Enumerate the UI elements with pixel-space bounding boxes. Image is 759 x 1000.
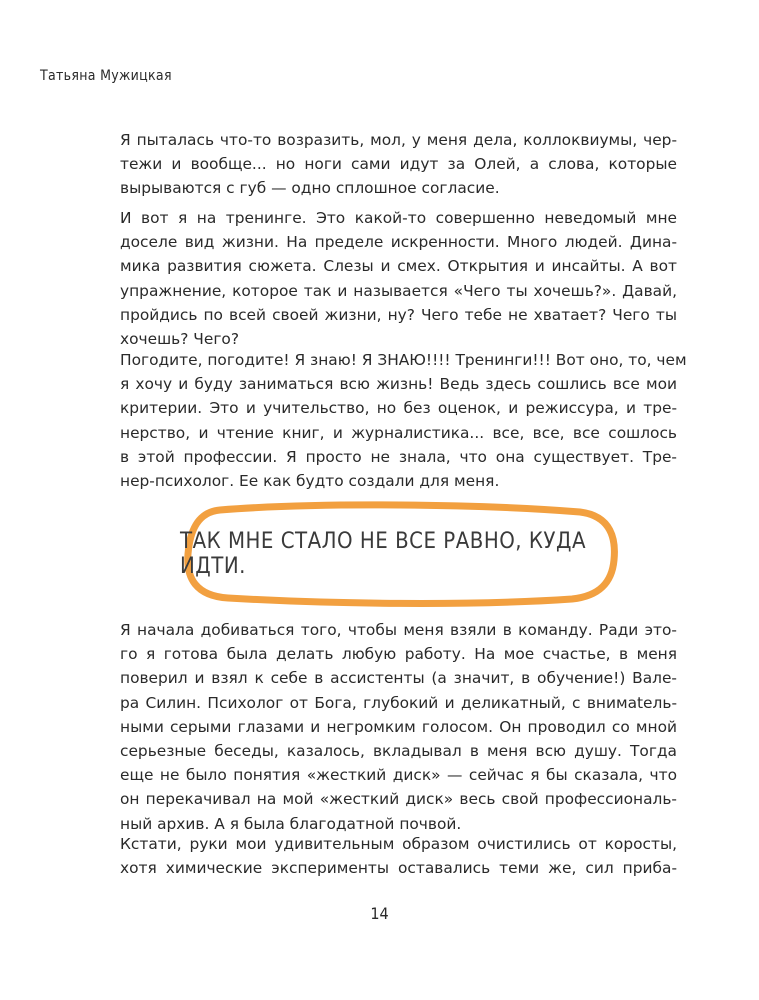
- text-line: мика развития сюжета. Слезы и смех. Открытия и инсайты. А вот: [120, 257, 677, 276]
- text-line: И вот я на тренинге. Это какой-то совершенно неведомый мне: [120, 209, 677, 227]
- text-line: Погодите, погодите! Я знаю! Я ЗНАЮ!!!! Тренинги!!! Вот оно, то, чем: [120, 351, 687, 369]
- text-line: еще не было понятия «жесткий диск» — сейчас я бы сказала, что: [120, 766, 677, 785]
- paragraph-2: [120, 206, 677, 351]
- running-head-author: Татьяна Мужицкая: [40, 68, 172, 84]
- text-line: нерство, и чтение книг, и журналистика... все, все, все сошлось: [120, 423, 677, 442]
- text-line: Я пыталась что-то возразить, мол, у меня дела, коллоквиумы, чер-: [120, 131, 677, 149]
- text-line: пройдись по всей своей жизни, ну? Чего тебе не хватает? Чего ты: [120, 305, 677, 324]
- text-line: Кстати, руки мои удивительным образом очистились от коросты,: [120, 835, 677, 853]
- text-line: я хочу и буду заниматься всю жизнь! Ведь здесь сошлись все мои: [120, 375, 677, 394]
- page-number: 14: [370, 904, 389, 923]
- paragraph-1: [120, 128, 677, 201]
- paragraph-text: [120, 206, 677, 351]
- text-line: ными серыми глазами и негромким голосом. Он проводил со мной: [120, 717, 677, 736]
- text-line: ный архив. А я была благодатной почвой.: [120, 814, 462, 833]
- text-line: критерии. Это и учительство, но без оценок, и режиссура, и тре-: [120, 399, 677, 418]
- text-line: нер-психолог. Ее как будто создали для меня.: [120, 471, 500, 490]
- text-line: упражнение, которое так и называется «Чего ты хочешь?». Давай,: [120, 281, 677, 300]
- paragraph-text: [120, 128, 677, 201]
- text-line: ра Силин. Психолог от Бога, глубокий и деликатный, с внимatель-: [120, 693, 677, 712]
- paragraph-text: [120, 618, 677, 836]
- text-line: вырываются с губ — одно сплошное согласие.: [120, 179, 500, 198]
- callout-text: ТАК МНЕ СТАЛО НЕ ВСЕ РАВНО, КУДА ИДТИ.: [180, 529, 586, 579]
- text-line: доселе вид жизни. На пределе искренности. Много людей. Дина-: [120, 233, 677, 252]
- text-line: тежи и вообще... но ноги сами идут за Олей, а слова, которые: [120, 155, 677, 174]
- text-line: Я начала добиваться того, чтобы меня взяли в команду. Ради это-: [120, 621, 677, 639]
- text-line: в этой профессии. Я просто не знала, что она существует. Тре-: [120, 447, 677, 466]
- text-line: го я готова была делать любую работу. На мое счастье, в меня: [120, 645, 677, 664]
- paragraph-text: [120, 832, 677, 880]
- text-line: хотя химические эксперименты оставались теми же, сил приба-: [120, 859, 677, 878]
- text-line: он перекачивал на мой «жесткий диск» весь свой профессиональ-: [120, 790, 677, 809]
- text-line: поверил и взял к себе в ассистенты (а значит, в обучение!) Вале-: [120, 669, 677, 688]
- text-line: серьезные беседы, казалось, вкладывал в меня всю душу. Тогда: [120, 741, 677, 760]
- paragraph-5: [120, 832, 677, 880]
- pull-quote-callout: [180, 500, 620, 608]
- paragraph-text: [120, 348, 687, 493]
- paragraph-3: [120, 348, 687, 493]
- paragraph-4: [120, 618, 677, 836]
- text-line: хочешь? Чего?: [120, 329, 239, 348]
